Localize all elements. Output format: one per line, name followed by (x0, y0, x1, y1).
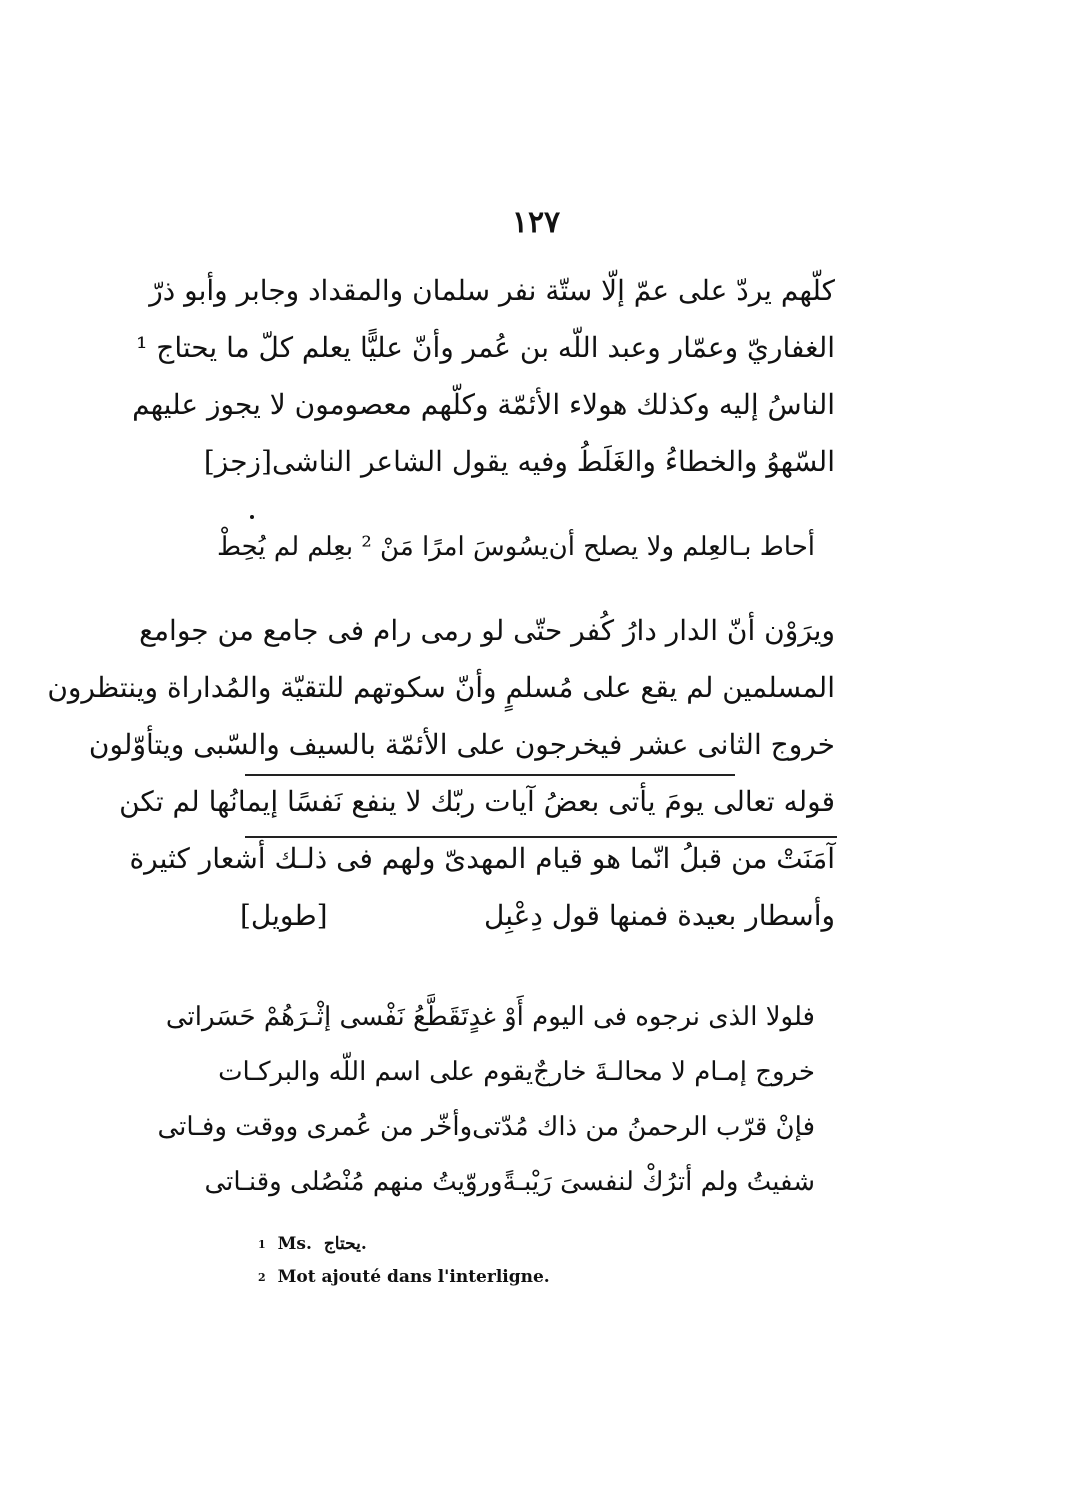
verse-hemistich-right: فلولا الذى نرجوه فى اليوم أَوْ غدٍ (468, 1002, 815, 1032)
prose-line-with-meter (240, 887, 835, 944)
footnote-1 (258, 1228, 758, 1261)
ink-dot (250, 515, 254, 519)
footnote-mark: 2 (258, 1271, 266, 1284)
page-number: ١٢٧ (511, 205, 561, 240)
verse-couplet (157, 1100, 815, 1155)
prose-line: ويرَوْن أنّ الدار دارُ كُفر حتّى لو رمى رام فى جامع من جوامع (139, 614, 835, 647)
verse-hemistich-left: يسُوسَ امرًا مَنْ ² بعِلم لم يُحِطْ (216, 532, 549, 562)
prose-line: آمَنَتْ من قبلُ انّما هو قيام المهدىّ ولهم فى ذلـك أشعار كثيرة (129, 842, 835, 875)
verse-couplet (204, 1155, 815, 1210)
verse-couplet (218, 1045, 815, 1100)
footnotes (258, 1228, 758, 1294)
verse-hemistich-right: خروج إمـام لا محالـةَ خارجٌ (533, 1057, 815, 1087)
prose-line: الناسُ إليه وكذلك هولاء الأئمّة وكلّهم معصومون لا يجوز عليهم (132, 388, 835, 421)
prose-line: كلّهم يردّ على عمّ إلّا ستّة نفر سلمان والمقداد وجابر وأبو ذرّ (149, 274, 835, 307)
verse-hemistich-right: فإنْ قرّب الرحمنُ من ذاك مُدّتى (472, 1112, 815, 1142)
footnote-text: Mot ajouté dans l'interligne. (277, 1267, 550, 1287)
footnote-arabic: يحتاج. (323, 1234, 367, 1254)
verse-couplet (165, 990, 815, 1045)
verse-hemistich-left: وأخّر من عُمرى ووقت وفـاتى (157, 1112, 473, 1142)
prose-line: السّهوُ والخطاءُ والغَلَطُ وفيه يقول الشاعر الناشى (271, 445, 835, 478)
prose-line: خروج الثانى عشر فيخرجون على الأئمّة بالسيف والسّبى ويتأوّلون (88, 728, 835, 761)
footnote-mark: 1 (258, 1238, 266, 1251)
prose-line: الغفاريّ وعمّار وعبد اللّه بن عُمر وأنّ عليًّا يعلم كلّ ما يحتاج ¹ (136, 331, 835, 364)
verse-hemistich-left: يقوم على اسم اللّه والبركـات (218, 1057, 534, 1087)
verse-block-2 (157, 990, 815, 1210)
footnote-2 (258, 1261, 758, 1294)
prose-line-with-meter (203, 433, 835, 490)
footnote-prefix: Ms. (277, 1234, 312, 1254)
meter-tag: [طويل] (240, 899, 328, 932)
underline-mark (245, 774, 735, 776)
verse-block-1 (216, 520, 815, 575)
underline-mark (245, 836, 837, 838)
prose-line: قوله تعالى يومَ يأتى بعضُ آيات ربّك لا ينفع نَفسًا إيمانُها لم تكن (119, 785, 835, 818)
verse-hemistich-left: وروّيتُ منهم مُنْصُلى وقنـاتى (204, 1167, 503, 1197)
prose-paragraph-1 (132, 262, 835, 490)
verse-hemistich-right: أحاط بـالعِلم ولا يصلح أن (548, 532, 815, 562)
prose-line: المسلمين لم يقع على مُسلمٍ وأنّ سكوتهم للتقيّة والمُداراة وينتظرون (47, 671, 835, 704)
prose-paragraph-2 (47, 602, 835, 944)
meter-tag: [زجز] (203, 445, 272, 478)
verse-hemistich-right: شفيتُ ولم أترُكْ لنفسىَ رَيْبـةً (502, 1167, 815, 1197)
prose-line: وأسطار بعيدة فمنها قول دِعْبِل (484, 899, 835, 932)
verse-hemistich-left: تَقَطَّعُ نَفْسى إثْـرَهُمْ حَسَراتى (165, 1002, 469, 1032)
verse-couplet (216, 520, 815, 575)
